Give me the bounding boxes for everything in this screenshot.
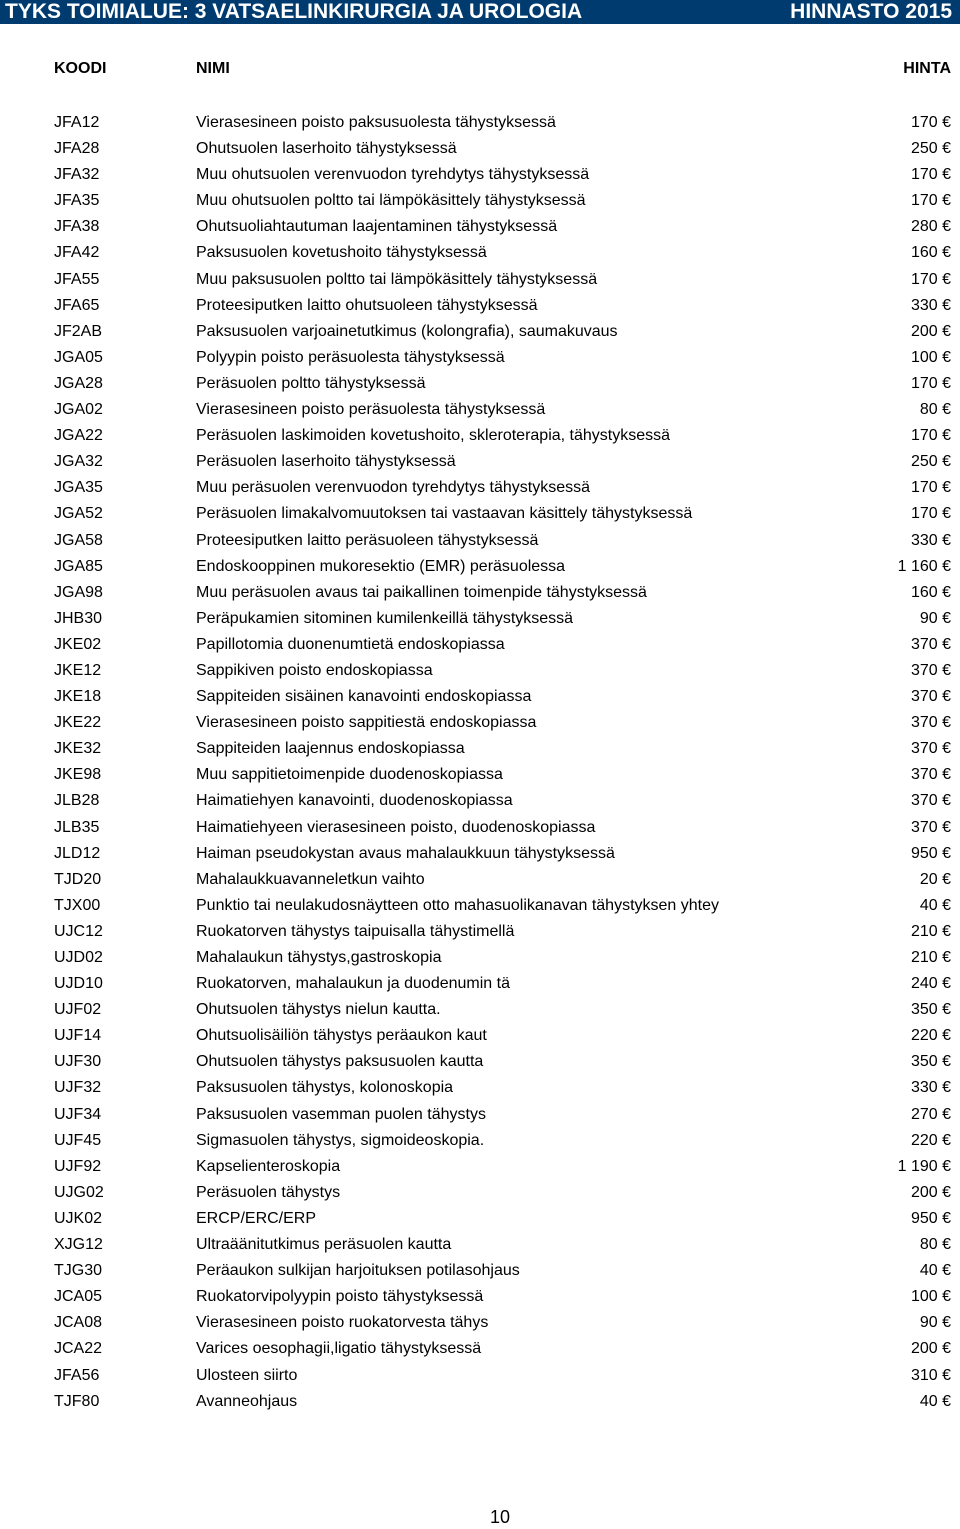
table-row <box>0 658 960 684</box>
row-name: ERCP/ERC/ERP <box>196 1209 317 1227</box>
row-code: JHB30 <box>54 609 103 627</box>
table-row <box>0 1363 960 1389</box>
row-name: Peräsuolen laskimoiden kovetushoito, skleroterapia, tähystyksessä <box>196 427 671 445</box>
row-price: 170 € <box>910 479 951 497</box>
table-row <box>0 293 960 319</box>
row-code: JLB35 <box>54 818 100 836</box>
table-row <box>0 1389 960 1415</box>
table-row <box>0 762 960 788</box>
table-row <box>0 501 960 527</box>
row-code: JLD12 <box>54 844 101 862</box>
row-code: JFA55 <box>54 270 100 288</box>
row-code: JGA35 <box>54 479 103 497</box>
row-price: 280 € <box>910 218 951 236</box>
row-name: Ohutsuolen laserhoito tähystyksessä <box>196 140 457 158</box>
table-row <box>0 1284 960 1310</box>
row-code: XJG12 <box>54 1236 103 1254</box>
row-name: Vierasesineen poisto ruokatorvesta tähys <box>196 1314 489 1332</box>
row-name: Muu peräsuolen verenvuodon tyrehdytys tähystyksessä <box>196 479 590 497</box>
row-name: Proteesiputken laitto peräsuoleen tähystyksessä <box>196 531 539 549</box>
row-price: 330 € <box>910 1079 951 1097</box>
row-name: Vierasesineen poisto paksusuolesta tähystyksessä <box>196 114 556 131</box>
row-name: Muu peräsuolen avaus tai paikallinen toimenpide tähystyksessä <box>196 583 647 601</box>
row-price: 350 € <box>910 1053 951 1071</box>
row-name: Ohutsuolen tähystys paksusuolen kautta <box>196 1053 484 1071</box>
row-name: Papillotomia duonenumtietä endoskopiassa <box>196 635 505 653</box>
row-code: JCA22 <box>54 1340 103 1358</box>
row-code: UJF30 <box>54 1053 102 1071</box>
row-code: TJF80 <box>54 1392 100 1410</box>
row-name: Paksusuolen kovetushoito tähystyksessä <box>196 244 487 262</box>
table-row <box>0 867 960 893</box>
row-price: 170 € <box>910 192 951 210</box>
row-code: JCA05 <box>54 1288 103 1306</box>
row-price: 250 € <box>910 140 951 158</box>
column-header-name: NIMI <box>196 60 230 77</box>
row-name: Sappikiven poisto endoskopiassa <box>196 661 433 679</box>
row-code: UJF34 <box>54 1105 102 1123</box>
row-price: 20 € <box>919 870 951 888</box>
row-price: 270 € <box>910 1105 951 1123</box>
row-price: 170 € <box>910 505 951 523</box>
row-code: UJD10 <box>54 975 103 993</box>
row-code: UJG02 <box>54 1183 104 1201</box>
row-code: JFA35 <box>54 192 100 210</box>
row-price: 370 € <box>910 818 951 836</box>
price-table <box>0 110 960 1415</box>
row-code: JKE98 <box>54 766 102 784</box>
row-name: Ohutsuolen tähystys nielun kautta. <box>196 1001 441 1019</box>
row-name: Peräsuolen poltto tähystyksessä <box>196 374 426 392</box>
row-price: 310 € <box>910 1366 951 1384</box>
row-code: JFA42 <box>54 244 100 262</box>
row-code: JF2AB <box>54 322 103 340</box>
row-name: Ultraäänitutkimus peräsuolen kautta <box>196 1236 452 1254</box>
row-name: Muu sappitietoimenpide duodenoskopiassa <box>196 766 503 784</box>
row-price: 950 € <box>910 844 951 862</box>
row-code: JGA58 <box>54 531 103 549</box>
row-code: JFA65 <box>54 296 100 314</box>
row-price: 200 € <box>910 1340 951 1358</box>
row-price: 170 € <box>910 270 951 288</box>
table-row <box>0 788 960 814</box>
row-code: JKE32 <box>54 740 102 758</box>
table-row <box>0 240 960 266</box>
row-price: 80 € <box>919 1236 951 1254</box>
row-price: 370 € <box>910 714 951 732</box>
row-name: Vierasesineen poisto peräsuolesta tähystyksessä <box>196 401 546 419</box>
row-name: Sigmasuolen tähystys, sigmoideoskopia. <box>196 1131 485 1149</box>
row-price: 160 € <box>910 583 951 601</box>
table-row <box>0 580 960 606</box>
row-code: JKE12 <box>54 661 102 679</box>
row-price: 170 € <box>910 374 951 392</box>
row-price: 370 € <box>910 740 951 758</box>
row-name: Endoskooppinen mukoresektio (EMR) peräsuolessa <box>196 557 566 575</box>
table-row <box>0 397 960 423</box>
row-code: JGA22 <box>54 427 103 445</box>
row-code: UJF32 <box>54 1079 102 1097</box>
row-name: Paksusuolen tähystys, kolonoskopia <box>196 1079 454 1097</box>
row-name: Mahalaukun tähystys,gastroskopia <box>196 949 442 966</box>
row-price: 100 € <box>910 348 951 366</box>
row-code: JGA05 <box>54 348 103 366</box>
table-row <box>0 1102 960 1128</box>
row-name: Peräsuolen limakalvomuutoksen tai vastaavan käsittely tähystyksessä <box>196 505 693 523</box>
table-row <box>0 1258 960 1284</box>
table-row <box>0 736 960 762</box>
row-code: JFA28 <box>54 140 100 158</box>
row-name: Haiman pseudokystan avaus mahalaukkuun tähystyksessä <box>196 844 615 862</box>
row-code: UJF14 <box>54 1027 102 1045</box>
row-price: 200 € <box>910 322 951 340</box>
row-name: Muu ohutsuolen poltto tai lämpökäsittely tähystyksessä <box>196 192 586 210</box>
row-code: JGA02 <box>54 401 103 419</box>
table-row <box>0 1180 960 1206</box>
row-price: 240 € <box>910 975 951 993</box>
row-name: Mahalaukkuavanneletkun vaihto <box>196 870 425 888</box>
table-row <box>0 1128 960 1154</box>
row-name: Punktio tai neulakudosnäytteen otto mahasuolikanavan tähystyksen yhtey <box>196 896 719 914</box>
table-row <box>0 449 960 475</box>
row-code: JFA12 <box>54 114 100 131</box>
row-name: Varices oesophagii,ligatio tähystyksessä <box>196 1340 482 1358</box>
row-code: JCA08 <box>54 1314 103 1332</box>
table-row <box>0 319 960 345</box>
row-price: 330 € <box>910 531 951 549</box>
table-row <box>0 214 960 240</box>
table-row <box>0 136 960 162</box>
row-name: Sappiteiden sisäinen kanavointi endoskopiassa <box>196 688 532 706</box>
row-price: 90 € <box>919 609 951 627</box>
row-price: 40 € <box>919 896 951 914</box>
table-row <box>0 1049 960 1075</box>
column-header-price: HINTA <box>903 60 951 77</box>
row-name: Vierasesineen poisto sappitiestä endoskopiassa <box>196 714 537 732</box>
row-price: 370 € <box>910 661 951 679</box>
row-name: Ulosteen siirto <box>196 1366 298 1384</box>
row-price: 160 € <box>910 244 951 262</box>
row-code: UJC12 <box>54 922 103 940</box>
row-price: 370 € <box>910 688 951 706</box>
row-price: 170 € <box>910 427 951 445</box>
row-code: JGA52 <box>54 505 103 523</box>
page-title: TYKS TOIMIALUE: 3 VATSAELINKIRURGIA JA UROLOGIA <box>5 0 583 23</box>
row-name: Peräsuolen tähystys <box>196 1183 341 1201</box>
row-code: JKE02 <box>54 635 102 653</box>
row-price: 250 € <box>910 453 951 471</box>
row-name: Ruokatorven tähystys taipuisalla tähystimellä <box>196 922 515 940</box>
row-price: 1 160 € <box>897 557 951 575</box>
row-name: Ohutsuolisäiliön tähystys peräaukon kaut <box>196 1027 487 1045</box>
row-name: Sappiteiden laajennus endoskopiassa <box>196 740 465 758</box>
row-code: JLB28 <box>54 792 100 810</box>
row-code: JKE22 <box>54 714 102 732</box>
header-bar <box>0 0 960 24</box>
table-row <box>0 919 960 945</box>
row-price: 170 € <box>910 114 951 131</box>
table-row <box>0 475 960 501</box>
row-price: 1 190 € <box>897 1157 951 1175</box>
page-number: 10 <box>489 1507 511 1527</box>
row-name: Ruokatorven, mahalaukun ja duodenumin tä <box>196 975 510 993</box>
column-header-code: KOODI <box>54 60 107 77</box>
table-row <box>0 110 960 136</box>
row-code: JGA32 <box>54 453 103 471</box>
table-row <box>0 710 960 736</box>
row-code: JGA28 <box>54 374 103 392</box>
row-code: TJG30 <box>54 1262 103 1280</box>
row-name: Muu paksusuolen poltto tai lämpökäsittely tähystyksessä <box>196 270 598 288</box>
row-code: TJD20 <box>54 870 102 888</box>
row-code: JFA32 <box>54 166 100 184</box>
row-code: UJF45 <box>54 1131 102 1149</box>
row-name: Haimatiehyen kanavointi, duodenoskopiassa <box>196 792 513 810</box>
row-name: Peräaukon sulkijan harjoituksen potilasohjaus <box>196 1262 520 1280</box>
row-code: JFA38 <box>54 218 100 236</box>
row-code: UJD02 <box>54 949 103 966</box>
row-code: UJF92 <box>54 1157 102 1175</box>
table-row <box>0 1023 960 1049</box>
table-row <box>0 945 960 971</box>
row-price: 210 € <box>910 949 951 966</box>
table-row <box>0 1310 960 1336</box>
table-row <box>0 632 960 658</box>
row-price: 200 € <box>910 1183 951 1201</box>
row-code: JGA98 <box>54 583 103 601</box>
row-price: 350 € <box>910 1001 951 1019</box>
row-price: 330 € <box>910 296 951 314</box>
row-code: UJK02 <box>54 1209 103 1227</box>
row-name: Haimatiehyeen vierasesineen poisto, duodenoskopiassa <box>196 818 596 836</box>
row-price: 220 € <box>910 1131 951 1149</box>
row-price: 40 € <box>919 1262 951 1280</box>
table-row <box>0 1206 960 1232</box>
row-name: Proteesiputken laitto ohutsuoleen tähystyksessä <box>196 296 538 314</box>
row-price: 80 € <box>919 401 951 419</box>
row-price: 220 € <box>910 1027 951 1045</box>
table-row <box>0 162 960 188</box>
table-row <box>0 1154 960 1180</box>
table-row <box>0 606 960 632</box>
table-row <box>0 267 960 293</box>
table-row <box>0 684 960 710</box>
row-name: Ruokatorvipolyypin poisto tähystyksessä <box>196 1288 484 1306</box>
row-name: Peräsuolen laserhoito tähystyksessä <box>196 453 456 471</box>
row-code: JGA85 <box>54 557 103 575</box>
row-price: 370 € <box>910 635 951 653</box>
table-row <box>0 371 960 397</box>
row-price: 100 € <box>910 1288 951 1306</box>
row-name: Paksusuolen varjoainetutkimus (kolongrafia), saumakuvaus <box>196 322 618 340</box>
table-row <box>0 1075 960 1101</box>
table-row <box>0 841 960 867</box>
row-price: 170 € <box>910 166 951 184</box>
table-row <box>0 188 960 214</box>
price-list-year: HINNASTO 2015 <box>790 0 952 23</box>
table-row <box>0 815 960 841</box>
row-name: Avanneohjaus <box>196 1392 298 1410</box>
table-row <box>0 1232 960 1258</box>
row-price: 40 € <box>919 1392 951 1410</box>
table-row <box>0 528 960 554</box>
row-price: 210 € <box>910 922 951 940</box>
table-row <box>0 893 960 919</box>
table-row <box>0 345 960 371</box>
table-row <box>0 554 960 580</box>
row-code: UJF02 <box>54 1001 102 1019</box>
row-code: TJX00 <box>54 896 101 914</box>
table-row <box>0 1336 960 1362</box>
row-price: 90 € <box>919 1314 951 1332</box>
row-code: JKE18 <box>54 688 102 706</box>
row-name: Polyypin poisto peräsuolesta tähystyksessä <box>196 348 505 366</box>
table-row <box>0 423 960 449</box>
table-row <box>0 971 960 997</box>
table-row <box>0 997 960 1023</box>
row-price: 950 € <box>910 1209 951 1227</box>
row-price: 370 € <box>910 792 951 810</box>
row-name: Peräpukamien sitominen kumilenkeillä tähystyksessä <box>196 609 574 627</box>
row-code: JFA56 <box>54 1366 100 1384</box>
row-name: Muu ohutsuolen verenvuodon tyrehdytys tähystyksessä <box>196 166 590 184</box>
row-name: Ohutsuoliahtautuman laajentaminen tähystyksessä <box>196 218 558 236</box>
row-name: Kapselienteroskopia <box>196 1157 341 1175</box>
row-price: 370 € <box>910 766 951 784</box>
row-name: Paksusuolen vasemman puolen tähystys <box>196 1105 486 1123</box>
